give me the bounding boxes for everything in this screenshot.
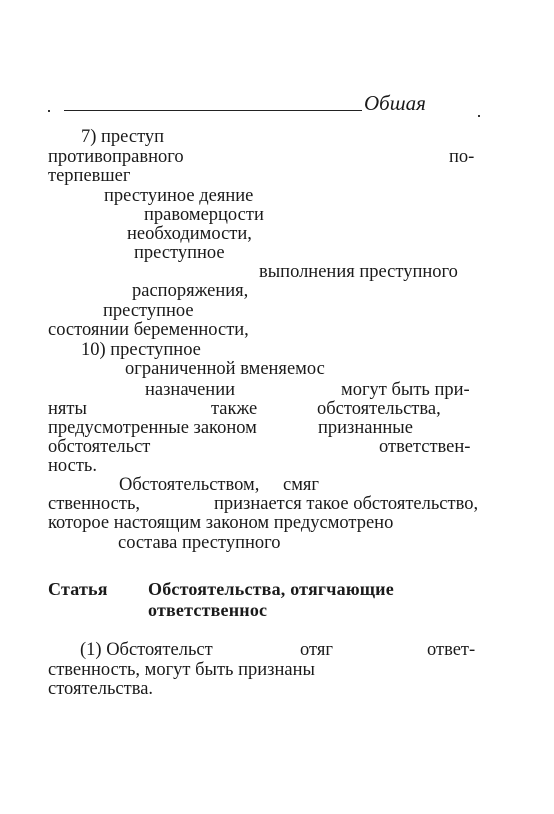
- article-title-line-2: ответственнос: [148, 600, 268, 620]
- body-line: [449, 147, 474, 168]
- text-segment: правомерцости: [144, 205, 264, 225]
- text-segment: обстоятельства,: [317, 399, 441, 419]
- text-segment: назначении: [145, 380, 236, 400]
- body-line: [48, 418, 257, 439]
- body-line: [127, 224, 252, 245]
- body-line: [283, 475, 319, 496]
- body-line: [144, 205, 264, 226]
- body-line: [48, 147, 184, 168]
- body-line: [48, 494, 140, 515]
- text-segment: отяг: [300, 640, 333, 660]
- article-body-line: [80, 640, 213, 661]
- header-mark-right: [478, 115, 480, 117]
- body-line: [214, 494, 478, 515]
- text-segment: необходимости,: [127, 224, 252, 244]
- text-segment: ответ-: [427, 640, 476, 660]
- text-segment: 7) преступ: [81, 127, 165, 147]
- body-line: [211, 399, 257, 420]
- text-segment: распоряжения,: [132, 281, 249, 301]
- text-segment: няты: [48, 399, 87, 419]
- body-line: [134, 243, 225, 264]
- body-line: [119, 475, 259, 496]
- body-line: [103, 301, 194, 322]
- body-line: [48, 437, 150, 458]
- text-segment: состоянии беременности,: [48, 320, 249, 340]
- body-line: [118, 533, 281, 554]
- text-segment: могут быть при-: [341, 380, 470, 400]
- text-segment: предусмотренные законом: [48, 418, 257, 438]
- body-line: [259, 262, 458, 283]
- text-segment: обстоятельст: [48, 437, 151, 457]
- text-segment: терпевшег: [48, 166, 131, 186]
- article-title-line-1: Обстоятельства, отягчающие: [148, 579, 394, 599]
- text-segment: преступное: [134, 243, 225, 263]
- body-line: [132, 281, 248, 302]
- body-line: [48, 320, 249, 341]
- body-line: [104, 186, 253, 207]
- text-segment: (1) Обстоятельст: [80, 640, 213, 660]
- text-segment: также: [211, 399, 258, 419]
- text-segment: выполнения преступного: [259, 262, 458, 282]
- text-segment: признанные: [318, 418, 413, 438]
- body-line: [48, 399, 87, 420]
- article-body-line: [48, 660, 315, 681]
- text-segment: ность.: [48, 456, 97, 476]
- body-line: [145, 380, 235, 401]
- running-header-title: Обшая: [364, 91, 426, 115]
- body-line: [48, 513, 393, 534]
- body-line: [48, 456, 97, 477]
- text-segment: ответствен-: [379, 437, 471, 457]
- text-segment: ственность,: [48, 494, 141, 514]
- header-mark-left: [48, 110, 50, 112]
- text-segment: признается такое обстоятельство,: [214, 494, 479, 514]
- text-segment: преступное: [103, 301, 194, 321]
- article-body-line: [427, 640, 475, 661]
- text-segment: противоправного: [48, 147, 184, 167]
- text-segment: ственность, могут быть признаны: [48, 660, 315, 680]
- body-line: [379, 437, 470, 458]
- text-segment: 10) преступное: [81, 340, 201, 360]
- article-body-line: [300, 640, 333, 661]
- text-segment: состава преступного: [118, 533, 281, 553]
- body-line: [48, 166, 130, 187]
- body-line: [125, 359, 325, 380]
- text-segment: стоятельства.: [48, 679, 154, 699]
- header-rule: [64, 110, 362, 111]
- body-line: [318, 418, 413, 439]
- body-line: [341, 380, 470, 401]
- body-line: [81, 340, 201, 361]
- text-segment: ограниченной вменяемос: [125, 359, 325, 379]
- article-body-line: [48, 679, 153, 700]
- article-label: Статья: [48, 579, 108, 599]
- body-line: [317, 399, 441, 420]
- text-segment: смяг: [283, 475, 320, 495]
- text-segment: по-: [449, 147, 475, 167]
- text-segment: которое настоящим законом предусмотрено: [48, 513, 394, 533]
- text-segment: Обстоятельством,: [119, 475, 260, 495]
- text-segment: престуиное деяние: [104, 186, 254, 206]
- body-line: [81, 127, 164, 148]
